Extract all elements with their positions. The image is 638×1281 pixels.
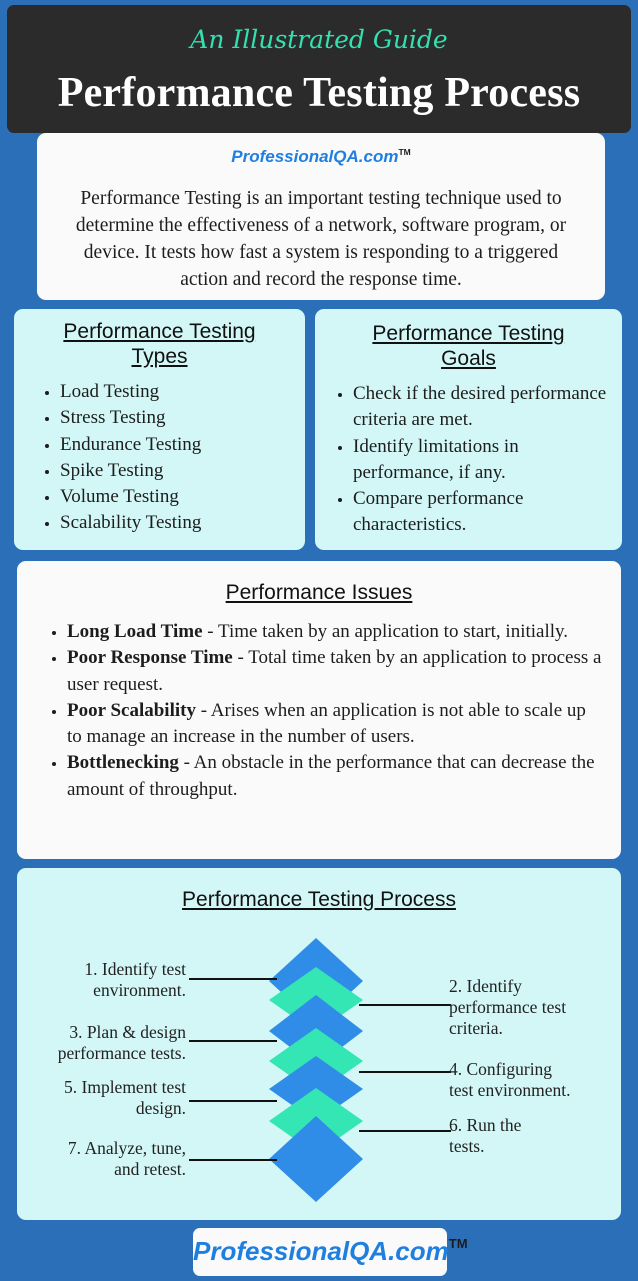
- list-item: • Bottlenecking - An obstacle in the performance that can decrease the amount of throughput.: [67, 750, 605, 803]
- list-item: • Volume Testing: [60, 484, 305, 510]
- list-item: • Stress Testing: [60, 405, 305, 431]
- types-list: [14, 379, 305, 537]
- process-step-7: 7. Analyze, tune, and retest.: [67, 1138, 186, 1179]
- process-step-3: 3. Plan & design performance tests.: [57, 1022, 186, 1063]
- connector-3: [189, 1040, 277, 1042]
- goals-title: Performance Testing Goals: [372, 322, 565, 370]
- list-item: • Spike Testing: [60, 458, 305, 484]
- connector-1: [189, 978, 277, 980]
- brand-logo: ProfessionalQA.com™: [231, 147, 411, 166]
- connector-4: [359, 1071, 451, 1073]
- process-card: [17, 868, 621, 1220]
- process-step-6: 6. Run the tests.: [449, 1115, 522, 1156]
- types-card: [14, 309, 305, 550]
- brand-logo-large: ProfessionalQA.com™: [193, 1236, 468, 1266]
- process-step-1: 1. Identify test environment.: [84, 959, 186, 1000]
- connector-7: [189, 1159, 277, 1161]
- page-title: Performance Testing Process: [57, 70, 581, 116]
- list-item: • Check if the desired performance criteria are met.: [353, 381, 616, 434]
- list-item: • Endurance Testing: [60, 432, 305, 458]
- list-item: • Long Load Time - Time taken by an application to start, initially.: [67, 619, 605, 645]
- guide-subtitle: An Illustrated Guide: [190, 25, 448, 54]
- goals-card: [315, 309, 622, 550]
- footer-logo: [193, 1228, 468, 1276]
- list-item: • Load Testing: [60, 379, 305, 405]
- goals-list: [315, 381, 622, 539]
- types-title: Performance Testing Types: [63, 320, 256, 368]
- list-item: • Poor Response Time - Total time taken by an application to process a user request.: [67, 645, 605, 698]
- intro-card: [37, 133, 605, 300]
- list-item: • Identify limitations in performance, if any.: [353, 434, 616, 487]
- connector-6: [359, 1130, 451, 1132]
- connector-5: [189, 1100, 277, 1102]
- intro-text: Performance Testing is an important testing technique used to determine the effectiveness of a network, software program, or device. It tests how fast a system is responding to a triggered action and record the response time.: [75, 188, 567, 290]
- header-banner: [7, 5, 631, 133]
- list-item: • Compare performance characteristics.: [353, 486, 616, 539]
- issues-list: [17, 619, 621, 803]
- process-step-5: 5. Implement test design.: [64, 1077, 186, 1118]
- list-item: • Scalability Testing: [60, 510, 305, 536]
- list-item: • Poor Scalability - Arises when an application is not able to scale up to manage an increase in the number of users.: [67, 698, 605, 751]
- process-title: Performance Testing Process: [182, 888, 456, 911]
- process-step-2: 2. Identify performance test criteria.: [449, 976, 567, 1038]
- issues-title: Performance Issues: [225, 581, 413, 604]
- connector-2: [359, 1004, 451, 1006]
- process-step-4: 4. Configuring test environment.: [449, 1059, 571, 1100]
- issues-card: [17, 561, 621, 859]
